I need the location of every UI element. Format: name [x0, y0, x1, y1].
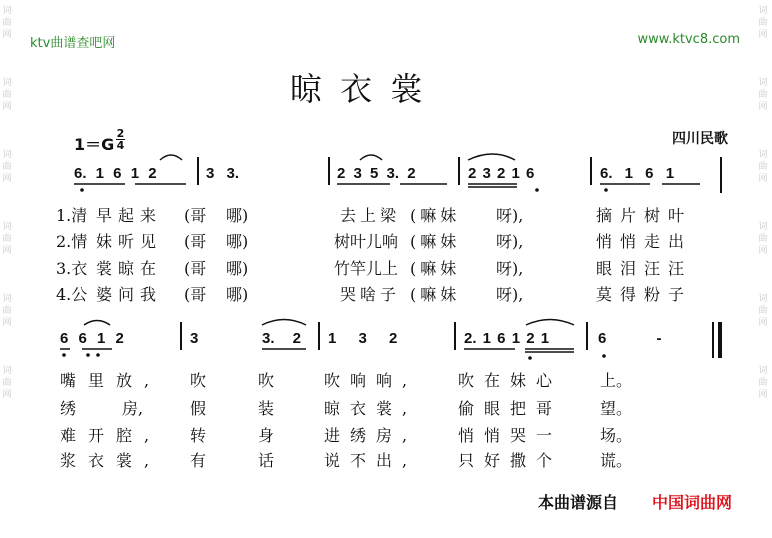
measure-2-2: 3	[190, 330, 199, 347]
measure-2-1: 6 6 1 2	[60, 330, 124, 347]
genre-label: 四川民歌	[672, 131, 728, 147]
song-title: 晾 衣 裳	[290, 70, 427, 108]
measure-2-2b: 3. 2	[262, 330, 302, 347]
watermark-left: 词 曲 网 词 曲 网 词 曲 网 词 曲 网 词 曲 网 词 曲 网	[2, 6, 12, 400]
measure-2-5: 6 -	[598, 330, 662, 347]
measure-1-2: 3 3.	[206, 165, 240, 182]
site-url-right[interactable]: www.ktvc8.com	[637, 32, 740, 47]
measure-1-5: 6. 1 6 1	[600, 165, 675, 182]
source-link[interactable]: 中国词曲网	[652, 493, 733, 512]
measure-2-3: 1 3 2	[328, 330, 398, 347]
source-label: 本曲谱源自	[538, 493, 619, 512]
key-signature: 1＝G	[74, 135, 115, 154]
site-name-left[interactable]: ktv曲谱查吧网	[30, 36, 116, 51]
measure-1-1: 6. 1 6 1 2	[74, 165, 157, 182]
measure-1-3: 2 3 5 3. 2	[337, 165, 416, 182]
measure-2-4: 2. 1 6 1 2 1	[464, 330, 550, 347]
measure-1-4: 2 3 2 1 6	[468, 165, 535, 182]
watermark-right: 词 曲 网 词 曲 网 词 曲 网 词 曲 网 词 曲 网 词 曲 网	[758, 6, 768, 400]
time-signature: 2 4	[116, 127, 125, 152]
